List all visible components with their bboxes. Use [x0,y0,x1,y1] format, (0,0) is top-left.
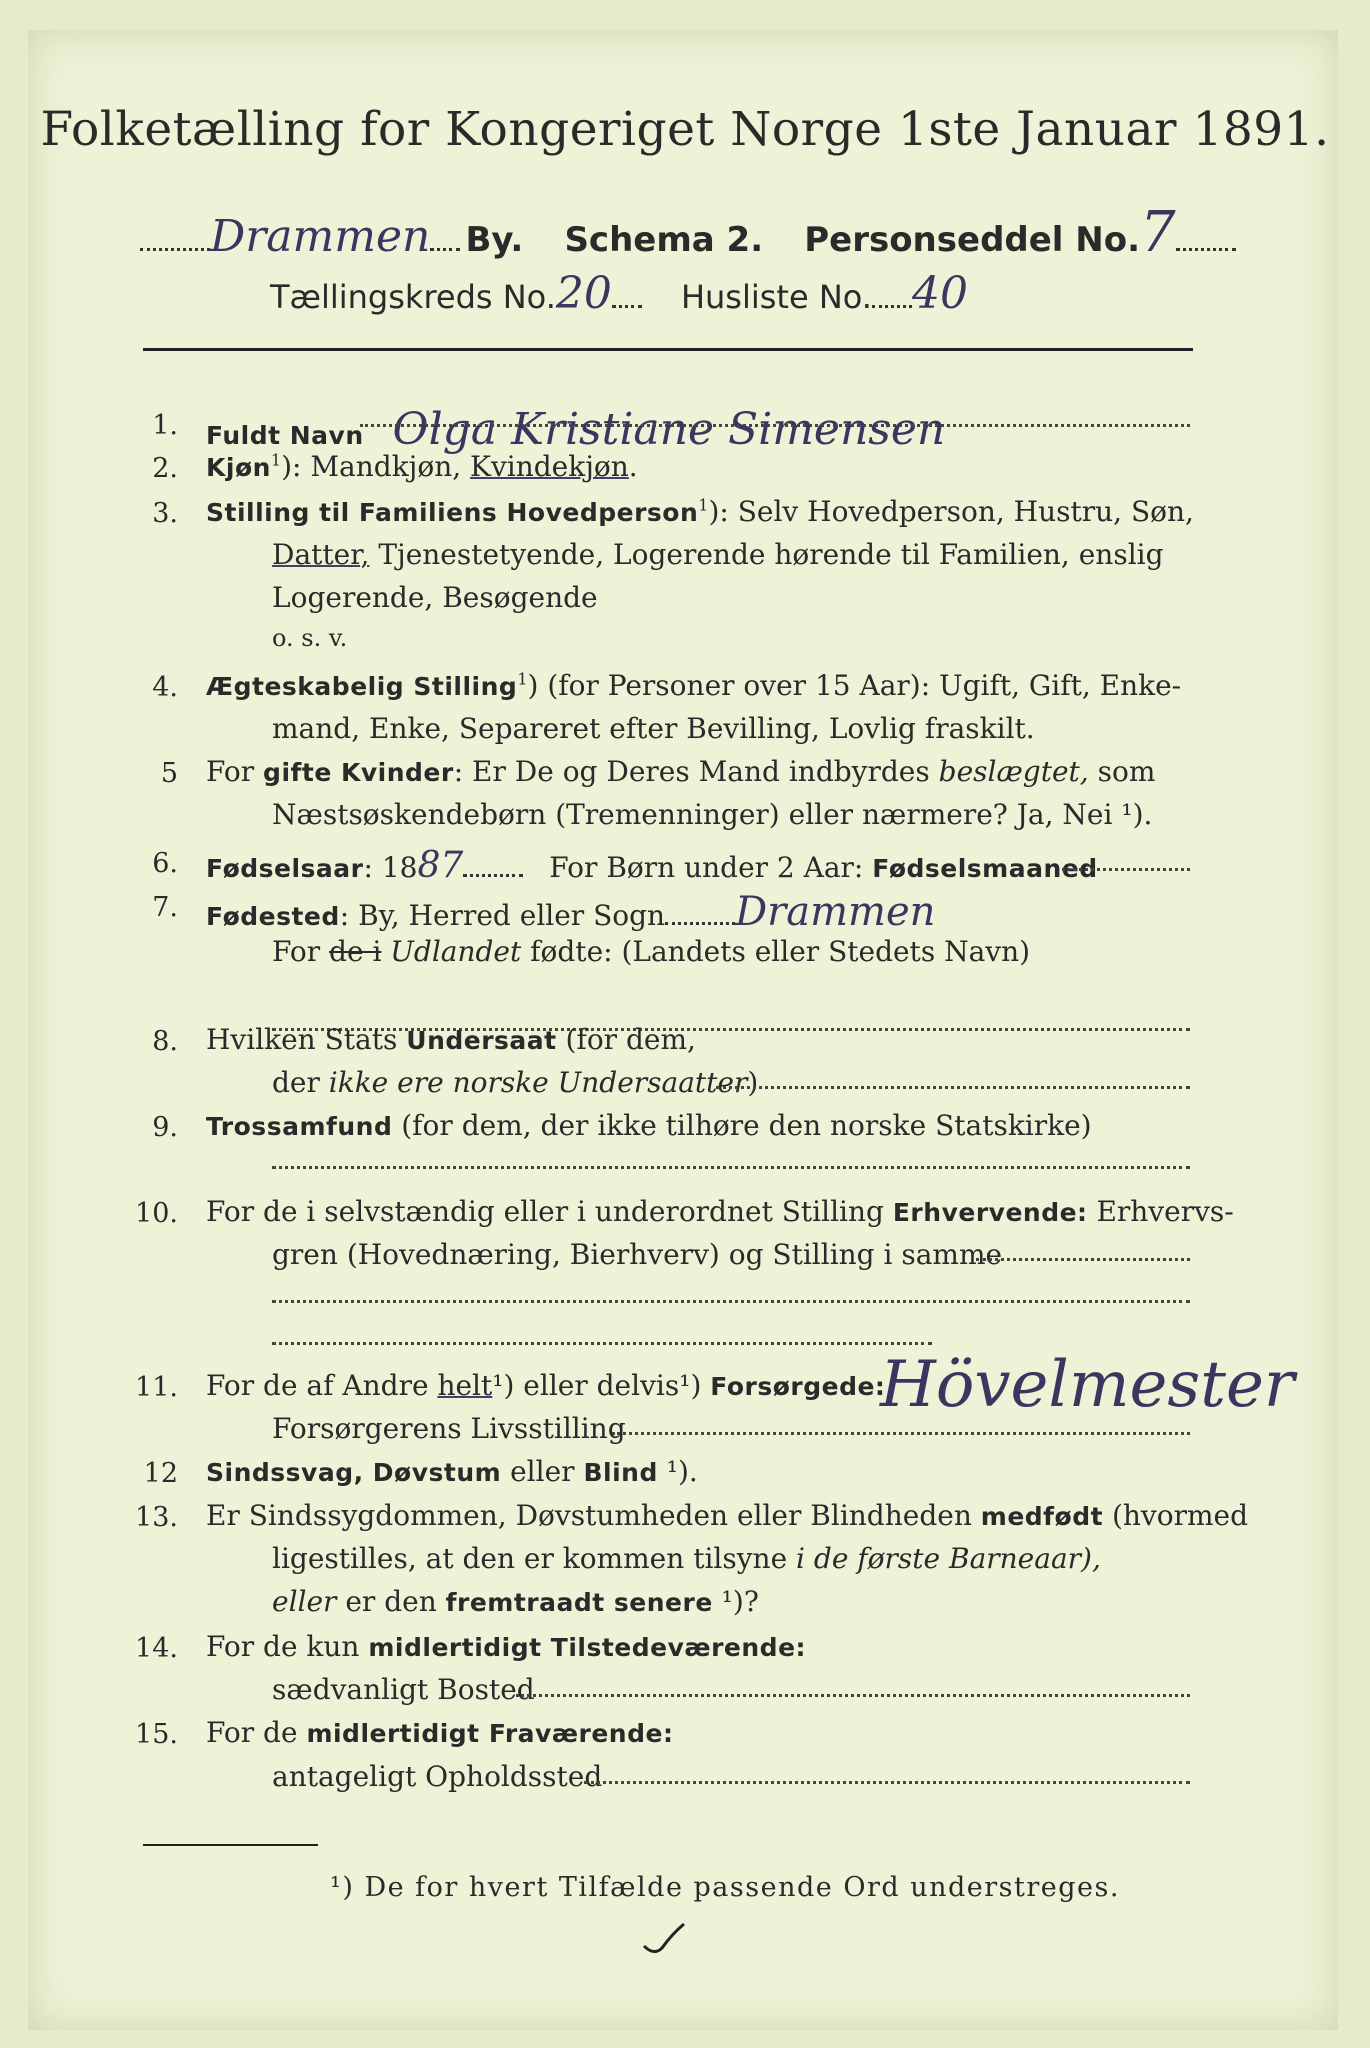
q3-row-2 [272,538,1164,571]
q13-text-4: er den [336,1585,446,1618]
q13-row-2 [272,1542,1101,1575]
q11-text-1: For de af Andre [206,1369,438,1402]
q10-dotted-line-1 [976,1258,1190,1261]
q13-number: 13. [135,1502,178,1533]
q4-label: Ægteskabelig Stilling [206,672,518,701]
q7-dots [665,922,735,925]
q3-row-1 [206,495,1194,528]
q5-label: gifte Kvinder [263,758,454,787]
q4-row-2: mand, Enke, Separeret efter Bevilling, Lovlig fraskilt. [272,712,1035,745]
q3-number: 3. [152,498,178,529]
q13-text-3: ligestilles, at den er kommen tilsyne [272,1542,797,1575]
q1-answer-name: Olga Kristiane Simensen [392,404,946,455]
q2-label: Kjøn [206,453,271,482]
q15-dotted-line [584,1781,1190,1784]
q13-label-d: fremtraadt senere [445,1588,713,1617]
q4-text-1: ) (for Personer over 15 Aar): Ugift, Gift, Enke- [527,669,1182,702]
q14-number: 14. [135,1633,178,1664]
kreds-number: 20 [555,268,612,319]
q3-footnote-mark: 1 [698,495,709,515]
q7-text-2-pre: For [272,935,330,968]
q9-number: 9. [152,1112,178,1143]
q5-text-pre: For [206,755,264,788]
q2-number: 2. [152,453,178,484]
q7-text-1: : By, Herred eller Sogn [339,899,666,932]
q12-row [206,1455,698,1488]
q1-label: Fuldt Navn [206,421,364,450]
kreds-label: Tællingskreds No. [270,278,556,316]
q6-label: Fødselsaar [206,854,364,883]
q2-row [206,450,638,483]
schema-label: Schema 2. [564,220,764,260]
q7-label: Fødested [206,902,340,931]
q1-dotted-line [360,424,1190,427]
q5-row-2: Næstsøskendebørn (Tremenninger) eller nærmere? Ja, Nei ¹). [272,798,1153,831]
check-mark-icon [640,1920,690,1960]
q10-label: Erhvervende: [892,1198,1088,1227]
q9-dotted-line [272,1166,1190,1169]
q13-row-3 [272,1585,759,1618]
header-divider [143,348,1193,351]
q7-row-2 [272,935,1030,968]
q8-italic: ikke ere norske Undersaatter [328,1066,748,1099]
q11-number: 11. [135,1372,178,1403]
q15-row-2: antageligt Opholdssted [272,1760,603,1793]
q14-row-2: sædvanligt Bosted [272,1673,535,1706]
q15-number: 15. [135,1719,178,1750]
q12-number: 12 [143,1458,178,1489]
form-title: Folketælling for Kongeriget Norge 1ste Januar 1891. [40,102,1330,157]
q14-dotted-line [516,1694,1190,1697]
q11-row-1 [206,1369,885,1402]
q11-dotted-line [612,1432,1190,1435]
q10-text-2: Erhvervs- [1087,1195,1234,1228]
q6-number: 6. [152,848,178,879]
q6-label-b: Fødselsmaaned [872,854,1098,883]
q5-italic: beslægtet, [938,755,1089,788]
q10-number: 10. [135,1198,178,1229]
q7-struck-text: de i [329,935,382,968]
q13-italic: i de første Barneaar), [796,1542,1101,1575]
q13-text-2: (hvormed [1103,1499,1249,1532]
q15-row-1 [206,1716,673,1749]
q7-row-1 [206,889,935,935]
q13-text-5: ¹)? [712,1585,759,1618]
q8-label: Undersaat [406,1026,557,1055]
q2-footnote-mark: 1 [270,450,282,470]
q8-row-1 [206,1023,696,1056]
q5-number: 5 [160,758,178,789]
personseddel-dots [1176,248,1236,251]
q6-row [206,845,1098,886]
q12-label: Sindssvag, Døvstum [206,1458,502,1487]
q6-text-b: For Børn under 2 Aar: [549,851,873,884]
q10-dotted-line-2 [272,1300,1190,1303]
husliste-number: 40 [911,268,968,319]
q14-row-1 [206,1630,806,1663]
q4-row-1 [206,669,1181,702]
personseddel-label: Personseddel No. [804,220,1141,260]
header-city-line [140,200,1220,265]
q7-answer: Drammen [735,889,936,935]
q8-dotted-line [716,1086,1190,1089]
q8-text-1: Hvilken Stats [206,1023,407,1056]
q2-text: ): Mandkjøn, [281,450,471,483]
personseddel-number: 7 [1140,200,1176,265]
q11-label: Forsørgede: [710,1372,886,1401]
husliste-label: Husliste No. [680,278,872,316]
q14-label: midlertidigt Tilstedeværende: [368,1633,807,1662]
q3-text-1: ): Selv Hovedperson, Hustru, Søn, [708,495,1194,528]
footnote-divider [143,1844,318,1846]
q1-number: 1. [152,410,178,441]
q13-row-1 [206,1499,1248,1532]
q12-label-b: Blind [583,1458,658,1487]
q2-underlined-answer: Kvindekjøn [470,450,629,483]
q3-row-3: Logerende, Besøgende [272,581,598,614]
q10-row-1 [206,1195,1234,1228]
q8-number: 8. [152,1026,178,1057]
q10-text-1: For de i selvstændig eller i underordnet Stilling [206,1195,893,1228]
q6-answer-year: 87 [417,845,464,886]
q11-underlined: helt [437,1369,493,1402]
q3-label: Stilling til Familiens Hovedperson [206,498,699,527]
q15-text-1: For de [206,1716,307,1749]
q2-period: . [628,450,638,483]
city-leader-dots [140,248,210,251]
q7-number: 7. [152,892,178,923]
kreds-dots [612,305,642,308]
q10-row-2: gren (Hovednæring, Bierhverv) og Stilling i samme [272,1238,1003,1271]
q1-row [206,404,945,455]
q4-number: 4. [152,672,178,703]
footnote: ¹) De for hvert Tilfælde passende Ord understreges. [330,1872,1120,1903]
q15-label: midlertidigt Fraværende: [306,1719,674,1748]
q4-footnote-mark: 1 [517,669,528,689]
city-trailing-dots [430,248,460,251]
city-handwritten: Drammen [210,211,431,262]
q12-text-b: ¹). [657,1455,698,1488]
q3-text-2: Tjenestetyende, Logerende hørende til Familien, enslig [369,538,1164,571]
q8-text-3-post: ) [747,1066,759,1099]
header-kreds-line [270,268,1370,319]
q13-label: medfødt [980,1502,1104,1531]
q9-label: Trossamfund [206,1112,393,1141]
q8-text-2: (for dem, [556,1023,696,1056]
q5-text-1: : Er De og Deres Mand indbyrdes [453,755,939,788]
q12-text: eller [501,1455,584,1488]
q11-answer-occupation: Hövelmester [880,1348,1295,1422]
q6-text: : 18 [363,851,418,884]
q13-italic-2: eller [272,1585,337,1618]
q8-text-3-pre: der [272,1066,329,1099]
q3-row-4: o. s. v. [272,624,348,652]
q5-row-1 [206,755,1155,788]
q9-text: (for dem, der ikke tilhøre den norske Statskirke) [392,1109,1092,1142]
q6-month-dots [1062,868,1190,871]
q5-text-1b: som [1088,755,1156,788]
q14-text-1: For de kun [206,1630,369,1663]
q6-year-dots [463,874,523,877]
q7-italic: Udlandet [381,935,522,968]
husliste-dots [872,305,912,308]
q11-text-2: ¹) eller delvis¹) [492,1369,711,1402]
q3-underlined-answer: Datter, [272,538,370,571]
q7-text-2-post: fødte: (Landets eller Stedets Navn) [521,935,1031,968]
by-label: By. [465,220,524,260]
q10-dotted-line-3 [272,1342,932,1345]
q9-row [206,1109,1092,1142]
q13-text-1: Er Sindssygdommen, Døvstumheden eller Blindheden [206,1499,981,1532]
q8-row-2 [272,1066,758,1099]
q11-row-2: Forsørgerens Livsstilling [272,1412,626,1445]
